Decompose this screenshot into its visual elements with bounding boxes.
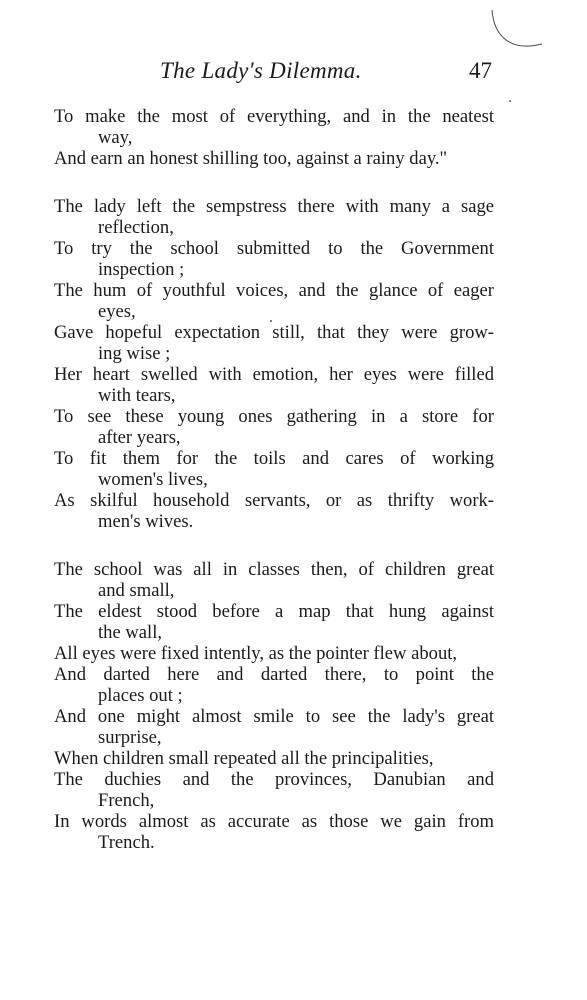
verse-line-text: All eyes were fixed intently, as the pointer flew about,: [54, 643, 458, 664]
verse-line-turnover: after years,: [98, 427, 181, 448]
verse-line-turnover: reflection,: [98, 217, 174, 238]
verse-line-text: And one might almost smile to see the lady's great: [54, 706, 494, 727]
page-corner-curl-mark: [488, 8, 548, 58]
verse-line: [54, 769, 494, 811]
verse-line-text: The hum of youthful voices, and the glance of eager: [54, 280, 494, 301]
verse-line-turnover: the wall,: [98, 622, 163, 643]
stanza: [54, 106, 494, 169]
verse-line-turnover: women's lives,: [98, 469, 208, 490]
verse-line-turnover: with tears,: [98, 385, 176, 406]
running-title: The Lady's Dilemma.: [160, 58, 362, 83]
verse-line-turnover: way,: [98, 127, 133, 148]
verse-line-turnover: ing wise ;: [98, 343, 171, 364]
verse-line: [54, 238, 494, 280]
verse-line: [54, 448, 494, 490]
verse-line: [54, 106, 494, 148]
verse-line-text: To make the most of everything, and in the neatest: [54, 106, 494, 127]
stanza: [54, 559, 494, 853]
verse-line-turnover: men's wives.: [98, 511, 194, 532]
verse-line-turnover: surprise,: [98, 727, 162, 748]
verse-line-text: In words almost as accurate as those we gain from: [54, 811, 494, 832]
verse-line: [54, 148, 494, 169]
stanza: [54, 196, 494, 532]
verse-line-text: As skilful household servants, or as thrifty work-: [54, 490, 494, 511]
verse-line: [54, 364, 494, 406]
verse-line-text: Her heart swelled with emotion, her eyes were filled: [54, 364, 494, 385]
verse-line-text: When children small repeated all the principalities,: [54, 748, 434, 769]
page-header: [160, 58, 500, 92]
verse-line-text: The lady left the sempstress there with many a sage: [54, 196, 494, 217]
verse-line: [54, 490, 494, 532]
verse-line-turnover: inspection ;: [98, 259, 185, 280]
verse-line: [54, 601, 494, 643]
verse-line-turnover: Trench.: [98, 832, 155, 853]
verse-line: [54, 280, 494, 322]
verse-line-text: And darted here and darted there, to point the: [54, 664, 494, 685]
verse-line: [54, 322, 494, 364]
verse-line: [54, 643, 494, 664]
verse-line: [54, 664, 494, 706]
poem-body: [54, 106, 494, 853]
verse-line: [54, 559, 494, 601]
verse-line-turnover: and small,: [98, 580, 175, 601]
verse-line-turnover: eyes,: [98, 301, 136, 322]
page-number: 47: [469, 58, 492, 83]
verse-line-text: And earn an honest shilling too, against a rainy day.": [54, 148, 448, 169]
paper-speck: [509, 100, 511, 102]
verse-line-text: Gave hopeful expectation still, that they were grow-: [54, 322, 494, 343]
verse-line: [54, 706, 494, 748]
verse-line-turnover: French,: [98, 790, 155, 811]
verse-line: [54, 811, 494, 853]
verse-line-text: The duchies and the provinces, Danubian and: [54, 769, 494, 790]
verse-line: [54, 406, 494, 448]
verse-line-text: To fit them for the toils and cares of working: [54, 448, 494, 469]
verse-line-text: To see these young ones gathering in a store for: [54, 406, 494, 427]
verse-line: [54, 196, 494, 238]
verse-line-turnover: places out ;: [98, 685, 183, 706]
verse-line-text: To try the school submitted to the Government: [54, 238, 494, 259]
verse-line-text: The school was all in classes then, of children great: [54, 559, 494, 580]
verse-line: [54, 748, 494, 769]
verse-line-text: The eldest stood before a map that hung against: [54, 601, 494, 622]
